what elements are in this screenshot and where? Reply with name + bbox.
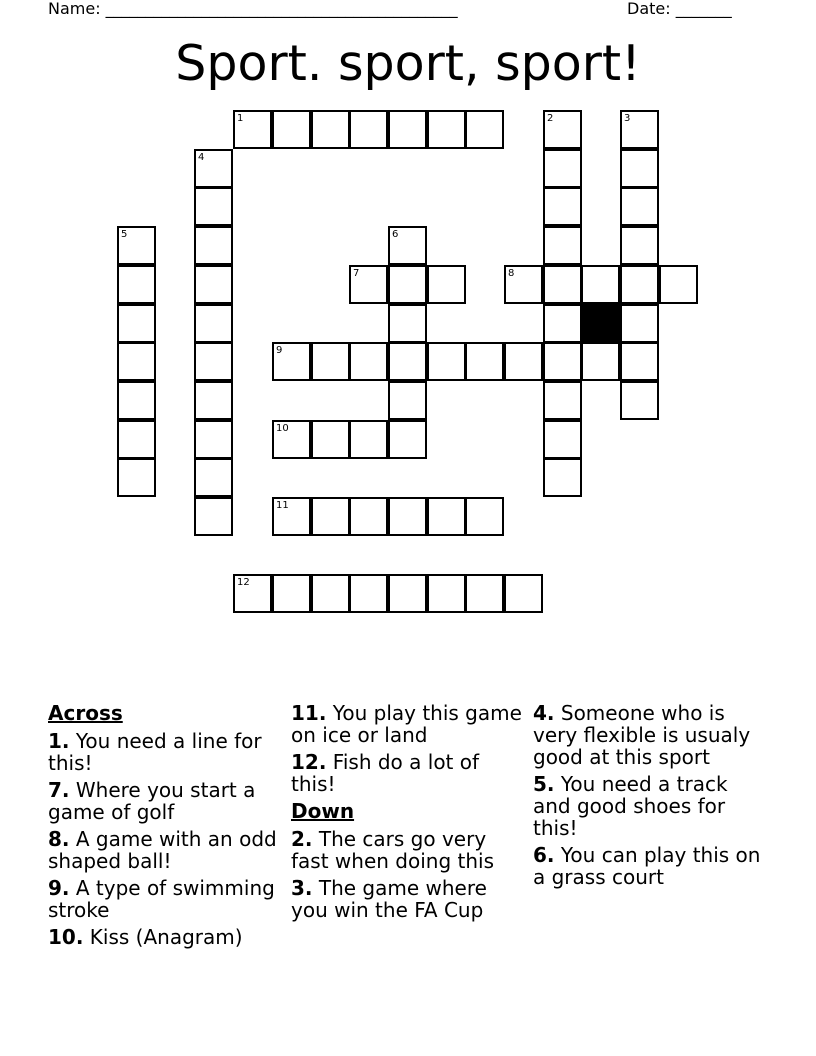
grid-cell[interactable] [427, 342, 466, 381]
grid-cell[interactable] [388, 110, 427, 149]
clue-text: You need a line for this! [48, 729, 262, 775]
grid-block [581, 304, 620, 343]
grid-cell[interactable] [504, 342, 543, 381]
clues-column-3 [533, 702, 765, 893]
clue-across-8 [48, 828, 280, 872]
grid-cell[interactable] [620, 110, 659, 149]
grid-cell[interactable] [504, 574, 543, 613]
grid-cell[interactable] [194, 304, 233, 343]
clue-text: The cars go very fast when doing this [291, 827, 494, 873]
clue-number: 10. [48, 925, 84, 949]
grid-cell[interactable] [388, 497, 427, 536]
grid-cell[interactable] [272, 342, 311, 381]
cell-number: 1 [237, 113, 244, 124]
grid-cell[interactable] [543, 420, 582, 459]
grid-cell[interactable] [427, 265, 466, 304]
cell-number: 7 [353, 268, 360, 279]
grid-cell[interactable] [620, 149, 659, 188]
grid-cell[interactable] [543, 342, 582, 381]
cell-number: 3 [624, 113, 631, 124]
grid-cell[interactable] [581, 265, 620, 304]
grid-cell[interactable] [117, 226, 156, 265]
grid-cell[interactable] [349, 342, 388, 381]
clue-down-4 [533, 702, 765, 768]
grid-cell[interactable] [388, 381, 427, 420]
grid-cell[interactable] [117, 304, 156, 343]
clue-number: 2. [291, 827, 313, 851]
clue-across-11 [291, 702, 523, 746]
clue-across-10 [48, 926, 280, 948]
grid-cell[interactable] [465, 574, 504, 613]
clue-across-12 [291, 751, 523, 795]
grid-cell[interactable] [504, 265, 543, 304]
grid-cell[interactable] [543, 458, 582, 497]
grid-cell[interactable] [465, 497, 504, 536]
grid-cell[interactable] [388, 265, 427, 304]
grid-cell[interactable] [194, 265, 233, 304]
across-heading: Across [48, 701, 123, 725]
date-field[interactable]: Date: _______ [627, 0, 732, 18]
cell-number: 10 [276, 423, 289, 434]
grid-cell[interactable] [543, 304, 582, 343]
clue-down-6 [533, 844, 765, 888]
grid-cell[interactable] [311, 574, 350, 613]
clue-down-2 [291, 828, 523, 872]
clues-column-1 [48, 702, 280, 953]
down-heading: Down [291, 799, 355, 823]
clue-text: You can play this on a grass court [533, 843, 761, 889]
grid-cell[interactable] [659, 265, 698, 304]
clue-across-9 [48, 877, 280, 921]
grid-cell[interactable] [117, 381, 156, 420]
clue-text: You need a track and good shoes for this! [533, 772, 728, 840]
clue-number: 8. [48, 827, 70, 851]
grid-cell[interactable] [465, 110, 504, 149]
cell-number: 8 [508, 268, 515, 279]
grid-cell[interactable] [117, 420, 156, 459]
grid-cell[interactable] [194, 420, 233, 459]
clue-across-1 [48, 730, 280, 774]
grid-cell[interactable] [388, 304, 427, 343]
grid-cell[interactable] [620, 226, 659, 265]
clue-number: 9. [48, 876, 70, 900]
clue-text: The game where you win the FA Cup [291, 876, 487, 922]
grid-cell[interactable] [465, 342, 504, 381]
clue-number: 12. [291, 750, 327, 774]
grid-cell[interactable] [620, 342, 659, 381]
grid-cell[interactable] [117, 342, 156, 381]
grid-cell[interactable] [311, 420, 350, 459]
cell-number: 9 [276, 345, 283, 356]
grid-cell[interactable] [349, 420, 388, 459]
clue-text: Someone who is very flexible is usualy good at this sport [533, 701, 751, 769]
cell-number: 11 [276, 500, 289, 511]
grid-cell[interactable] [349, 574, 388, 613]
grid-cell[interactable] [388, 420, 427, 459]
grid-cell[interactable] [233, 574, 272, 613]
clue-text: A type of swimming stroke [48, 876, 275, 922]
cell-number: 6 [392, 229, 399, 240]
clue-number: 7. [48, 778, 70, 802]
grid-cell[interactable] [272, 110, 311, 149]
grid-cell[interactable] [581, 342, 620, 381]
grid-cell[interactable] [543, 110, 582, 149]
grid-cell[interactable] [117, 458, 156, 497]
grid-cell[interactable] [427, 497, 466, 536]
grid-cell[interactable] [349, 110, 388, 149]
grid-cell[interactable] [388, 574, 427, 613]
clue-down-3 [291, 877, 523, 921]
clue-across-7 [48, 779, 280, 823]
grid-cell[interactable] [311, 342, 350, 381]
grid-cell[interactable] [543, 187, 582, 226]
grid-cell[interactable] [194, 149, 233, 188]
grid-cell[interactable] [194, 187, 233, 226]
clue-down-5 [533, 773, 765, 839]
grid-cell[interactable] [543, 265, 582, 304]
grid-cell[interactable] [620, 381, 659, 420]
grid-cell[interactable] [620, 304, 659, 343]
clues-column-2 [291, 702, 523, 926]
grid-cell[interactable] [194, 497, 233, 536]
clue-number: 3. [291, 876, 313, 900]
grid-cell[interactable] [272, 574, 311, 613]
grid-cell[interactable] [620, 187, 659, 226]
grid-cell[interactable] [427, 574, 466, 613]
clue-text: Where you start a game of golf [48, 778, 256, 824]
name-field[interactable]: Name: ____________________________________________ [48, 0, 458, 18]
grid-cell[interactable] [194, 458, 233, 497]
clue-number: 1. [48, 729, 70, 753]
clue-number: 6. [533, 843, 555, 867]
grid-cell[interactable] [349, 265, 388, 304]
grid-cell[interactable] [620, 265, 659, 304]
cell-number: 2 [547, 113, 554, 124]
grid-cell[interactable] [543, 149, 582, 188]
cell-number: 4 [198, 152, 205, 163]
cell-number: 5 [121, 229, 128, 240]
clue-number: 5. [533, 772, 555, 796]
grid-cell[interactable] [543, 226, 582, 265]
grid-cell[interactable] [194, 226, 233, 265]
grid-cell[interactable] [194, 381, 233, 420]
clue-text: Fish do a lot of this! [291, 750, 480, 796]
grid-cell[interactable] [272, 420, 311, 459]
grid-cell[interactable] [388, 342, 427, 381]
clue-number: 4. [533, 701, 555, 725]
puzzle-title: Sport. sport, sport! [175, 35, 641, 92]
grid-cell[interactable] [427, 110, 466, 149]
grid-cell[interactable] [543, 381, 582, 420]
grid-cell[interactable] [349, 497, 388, 536]
clue-text: A game with an odd shaped ball! [48, 827, 277, 873]
grid-cell[interactable] [388, 226, 427, 265]
grid-cell[interactable] [233, 110, 272, 149]
grid-cell[interactable] [311, 110, 350, 149]
grid-cell[interactable] [272, 497, 311, 536]
clue-text: Kiss (Anagram) [89, 925, 243, 949]
grid-cell[interactable] [311, 497, 350, 536]
cell-number: 12 [237, 577, 250, 588]
clue-number: 11. [291, 701, 327, 725]
grid-cell[interactable] [194, 342, 233, 381]
clue-text: You play this game on ice or land [291, 701, 522, 747]
grid-cell[interactable] [117, 265, 156, 304]
